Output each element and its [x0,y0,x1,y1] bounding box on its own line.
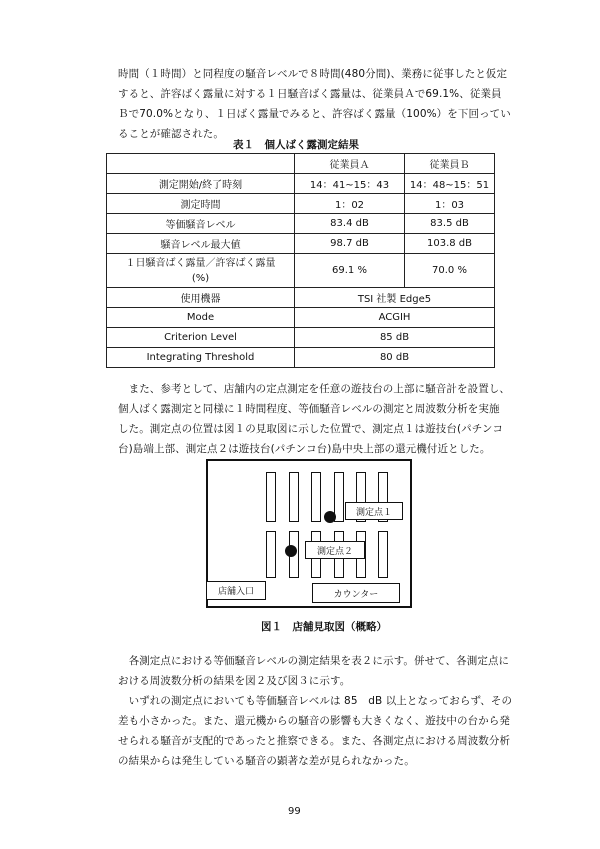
cell-employee-a: 1：02 [295,194,405,214]
measurement-point-2-label: 測定点２ [305,541,365,559]
cell-employee-a: 98.7 dB [295,234,405,254]
paragraph-results [118,651,513,771]
row-label: 等価騒音レベル [107,214,295,234]
cell-employee-a: 69.1 % [295,254,405,288]
cell-employee-a: 14：41~15：43 [295,174,405,194]
measurement-point-2-marker [285,545,297,557]
table-row [107,288,495,308]
row-label-line: (%) [191,272,210,284]
table-row [107,174,495,194]
row-label-line: １日騒音ばく露量／許容ばく露量 [125,257,276,269]
row-label-exposure [107,254,295,288]
row-label: 騒音レベル最大値 [107,234,295,254]
table-row [107,328,495,348]
table-row-exposure [107,254,495,288]
text-line: また、参考として、店舗内の定点測定を任意の遊技台の上部に騒音計を設置し、 [118,383,510,395]
text-line: おける周波数分析の結果を図２及び図３に示す。 [118,675,351,687]
text-line: Ｂで70.0%となり、１日ばく露量でみると、許容ばく露量（100%）を下回ってい [118,108,511,120]
cell-employee-b: 70.0 % [405,254,495,288]
text-line: いずれの測定点においても等価騒音レベルは 85 dB 以上となっておらず、その [118,695,513,707]
table-row [107,234,495,254]
row-label: 測定時間 [107,194,295,214]
machine-island [311,472,321,522]
text-line: すると、許容ばく露量に対する１日騒音ばく露量は、従業員Ａで69.1%、従業員 [118,88,502,100]
table-caption: 表１ 個人ばく露測定結果 [233,139,359,151]
figure-caption: 図１ 店舗見取図（概略） [261,621,387,633]
text-line: の結果からは発生している騒音の顕著な差が見られなかった。 [118,755,415,767]
table-header-row [107,154,495,174]
table-row [107,194,495,214]
text-line: 時間（１時間）と同程度の騒音レベルで８時間(480分間)、業務に従事したと仮定 [118,68,508,80]
cell-merged: TSI 社製 Edge5 [295,288,495,308]
table-row [107,348,495,368]
text-line: 個人ばく露測定と同様に１時間程度、等価騒音レベルの測定と周波数分析を実施 [118,403,500,415]
cell-employee-b: 83.5 dB [405,214,495,234]
counter-label: カウンター [312,583,400,603]
measurement-point-1-marker [324,511,336,523]
machine-island [266,472,276,522]
store-entrance-label: 店舗入口 [206,581,266,600]
row-label: Mode [107,308,295,328]
measurement-point-1-label: 測定点１ [345,502,403,520]
table-row [107,214,495,234]
exposure-table [106,153,495,368]
store-floor-plan [206,459,412,608]
cell-employee-a: 83.4 dB [295,214,405,234]
table-corner-cell [107,154,295,174]
cell-merged: 80 dB [295,348,495,368]
text-line: 台)島端上部、測定点２は遊技台(パチンコ台)島中央上部の還元機付近とした。 [118,443,491,455]
paragraph-exposure-summary [118,64,511,144]
page-number: 99 [288,806,301,817]
cell-merged: ACGIH [295,308,495,328]
text-line: ることが確認された。 [118,128,224,140]
cell-employee-b: 14：48~15：51 [405,174,495,194]
column-header-employee-a: 従業員Ａ [295,154,405,174]
machine-island [289,472,299,522]
paragraph-fixed-point-measurement [118,379,510,459]
column-header-employee-b: 従業員Ｂ [405,154,495,174]
row-label: 使用機器 [107,288,295,308]
text-line: 各測定点における等価騒音レベルの測定結果を表２に示す。併せて、各測定点に [118,655,510,667]
machine-island [266,531,276,578]
cell-employee-b: 103.8 dB [405,234,495,254]
row-label: Integrating Threshold [107,348,295,368]
text-line: 差も小さかった。また、還元機からの騒音の影響も大きくなく、遊技中の台から発 [118,715,510,727]
table-row [107,308,495,328]
machine-island [378,531,388,578]
cell-employee-b: 1：03 [405,194,495,214]
row-label: 測定開始/終了時刻 [107,174,295,194]
cell-merged: 85 dB [295,328,495,348]
text-line: せられる騒音が支配的であったと推察できる。また、各測定点における周波数分析 [118,735,511,747]
row-label: Criterion Level [107,328,295,348]
text-line: した。測定点の位置は図１の見取図に示した位置で、測定点１は遊技台(パチンコ [118,423,504,435]
